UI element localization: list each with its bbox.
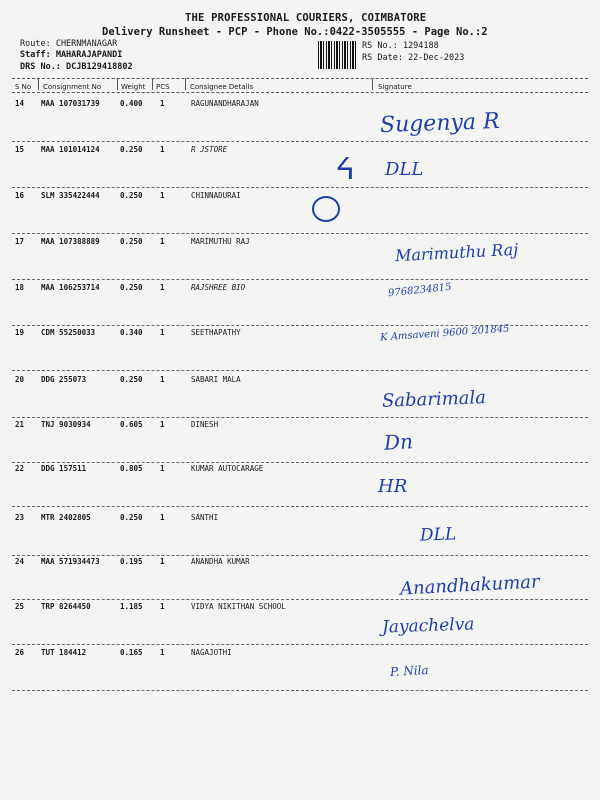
table-row: [0, 145, 600, 185]
header-top-line: [12, 78, 588, 79]
staff-label: Staff: MAHARAJAPANDI: [20, 50, 123, 60]
row-consignment: MTR 2402805: [41, 513, 91, 522]
row-sno: 21: [15, 420, 25, 429]
row-sno: 26: [15, 648, 25, 657]
row-weight: 0.340: [120, 328, 143, 337]
row-sno: 18: [15, 283, 25, 292]
row-divider: [12, 187, 588, 188]
drs-number: DRS No.: DCJB129418802: [20, 62, 133, 72]
row-sno: 17: [15, 237, 25, 246]
table-row: [0, 191, 600, 231]
row-consignment: DDG 157511: [41, 464, 87, 473]
row-consignee: SANTHI: [191, 513, 219, 522]
row-consignment: TUT 184412: [41, 648, 87, 657]
row-consignment: DDG 255073: [41, 375, 87, 384]
row-consignee: KUMAR AUTOCARAGE: [191, 464, 264, 473]
table-row: [0, 557, 600, 600]
handwritten-arrow-mark: ᔦ: [336, 152, 355, 187]
row-signature: HR: [378, 476, 408, 497]
row-pcs: 1: [160, 464, 165, 473]
col-weight: Weight: [121, 83, 146, 91]
row-pcs: 1: [160, 648, 165, 657]
row-pcs: 1: [160, 237, 165, 246]
row-consignment: MAA 107031739: [41, 99, 100, 108]
row-divider: [12, 599, 588, 600]
col-sno: S No: [15, 83, 32, 91]
row-consignment: MAA 107388889: [41, 237, 100, 246]
row-consignment: TRP 8264450: [41, 602, 91, 611]
row-consignment: SLM 335422444: [41, 191, 100, 200]
row-divider: [12, 462, 588, 463]
row-consignment: MAA 106253714: [41, 283, 100, 292]
row-pcs: 1: [160, 557, 165, 566]
row-consignee: RAJSHREE BIO: [191, 283, 246, 292]
row-weight: 0.400: [120, 99, 143, 108]
row-consignee: R JSTORE: [191, 145, 228, 154]
row-divider: [12, 233, 588, 234]
header-bottom-line: [12, 92, 588, 93]
row-weight: 0.805: [120, 464, 143, 473]
table-row: [0, 283, 600, 323]
row-consignee: DINESH: [191, 420, 219, 429]
company-title: THE PROFESSIONAL COURIERS, COIMBATORE: [185, 12, 427, 24]
row-consignee: SEETHAPATHY: [191, 328, 241, 337]
row-sno: 20: [15, 375, 25, 384]
row-sno: 15: [15, 145, 25, 154]
col-consignment: Consignment No: [43, 83, 102, 91]
row-consignment: MAA 101014124: [41, 145, 100, 154]
row-sno: 16: [15, 191, 25, 200]
row-divider: [12, 279, 588, 280]
row-divider: [12, 141, 588, 142]
row-weight: 0.250: [120, 145, 143, 154]
row-signature: K Amsaveni 9600 201845: [379, 323, 510, 344]
row-signature: Dn: [383, 429, 414, 455]
row-pcs: 1: [160, 420, 165, 429]
row-consignment: TNJ 9030934: [41, 420, 91, 429]
row-signature: Sabarimala: [381, 387, 487, 412]
row-consignee: ANANDHA KUMAR: [191, 557, 250, 566]
col-signature: Signature: [378, 83, 412, 91]
row-pcs: 1: [160, 328, 165, 337]
row-pcs: 1: [160, 145, 165, 154]
row-pcs: 1: [160, 191, 165, 200]
row-signature: Anandhakumar: [399, 571, 541, 600]
row-weight: 0.250: [120, 513, 143, 522]
route-label: Route: CHERNMANAGAR: [20, 39, 118, 49]
row-divider: [12, 506, 588, 507]
table-row: [0, 323, 600, 368]
row-sno: 23: [15, 513, 25, 522]
row-divider: [12, 417, 588, 418]
row-divider: [12, 644, 588, 645]
row-signature: 9768234815: [387, 281, 453, 300]
table-row: [0, 648, 600, 688]
row-divider: [12, 690, 588, 691]
row-pcs: 1: [160, 375, 165, 384]
col-consignee: Consignee Details: [190, 83, 254, 91]
row-sno: 19: [15, 328, 25, 337]
table-row: [0, 513, 600, 553]
row-weight: 0.605: [120, 420, 143, 429]
row-sno: 25: [15, 602, 25, 611]
row-weight: 0.250: [120, 191, 143, 200]
table-row: [0, 464, 600, 504]
row-signature: P. Nila: [389, 662, 429, 680]
runsheet-subtitle: Delivery Runsheet - PCP - Phone No.:0422-3505555 - Page No.:2: [102, 26, 488, 38]
col-pcs: PCS: [156, 83, 170, 91]
col-divider: [372, 78, 373, 90]
row-signature: Marimuthu Raj: [394, 239, 519, 266]
row-divider: [12, 555, 588, 556]
row-signature: DLL: [419, 524, 457, 546]
row-sno: 14: [15, 99, 25, 108]
row-consignment: CDM 55250033: [41, 328, 96, 337]
row-sno: 24: [15, 557, 25, 566]
handwritten-circle-mark: [312, 196, 340, 222]
col-divider: [117, 78, 118, 90]
table-row: [0, 375, 600, 415]
row-weight: 0.250: [120, 283, 143, 292]
row-weight: 0.250: [120, 237, 143, 246]
row-consignee: CHINNADURAI: [191, 191, 241, 200]
row-consignee: MARIMUTHU RAJ: [191, 237, 250, 246]
rs-number: RS No.: 1294188: [362, 41, 439, 51]
row-pcs: 1: [160, 602, 165, 611]
row-pcs: 1: [160, 283, 165, 292]
row-consignee: NAGAJOTHI: [191, 648, 232, 657]
table-row: [0, 99, 600, 139]
row-pcs: 1: [160, 99, 165, 108]
row-pcs: 1: [160, 513, 165, 522]
row-consignment: MAA 571934473: [41, 557, 100, 566]
col-divider: [185, 78, 186, 90]
table-row: [0, 420, 600, 460]
table-row: [0, 237, 600, 277]
col-divider: [152, 78, 153, 90]
row-weight: 0.165: [120, 648, 143, 657]
rs-date: RS Date: 22-Dec-2023: [362, 53, 465, 63]
row-signature: Jayachelva: [381, 614, 475, 638]
row-weight: 1.185: [120, 602, 143, 611]
barcode-image: [318, 41, 356, 69]
row-weight: 0.250: [120, 375, 143, 384]
row-signature: DLL: [385, 159, 424, 180]
row-signature: Sugenya R: [379, 108, 501, 139]
row-weight: 0.195: [120, 557, 143, 566]
row-consignee: SABARI MALA: [191, 375, 241, 384]
row-divider: [12, 370, 588, 371]
row-consignee: VIDYA NIKITHAN SCHOOL: [191, 602, 286, 611]
row-consignee: RAGUNANDHARAJAN: [191, 99, 259, 108]
table-row: [0, 602, 600, 642]
row-sno: 22: [15, 464, 25, 473]
col-divider: [38, 78, 39, 90]
